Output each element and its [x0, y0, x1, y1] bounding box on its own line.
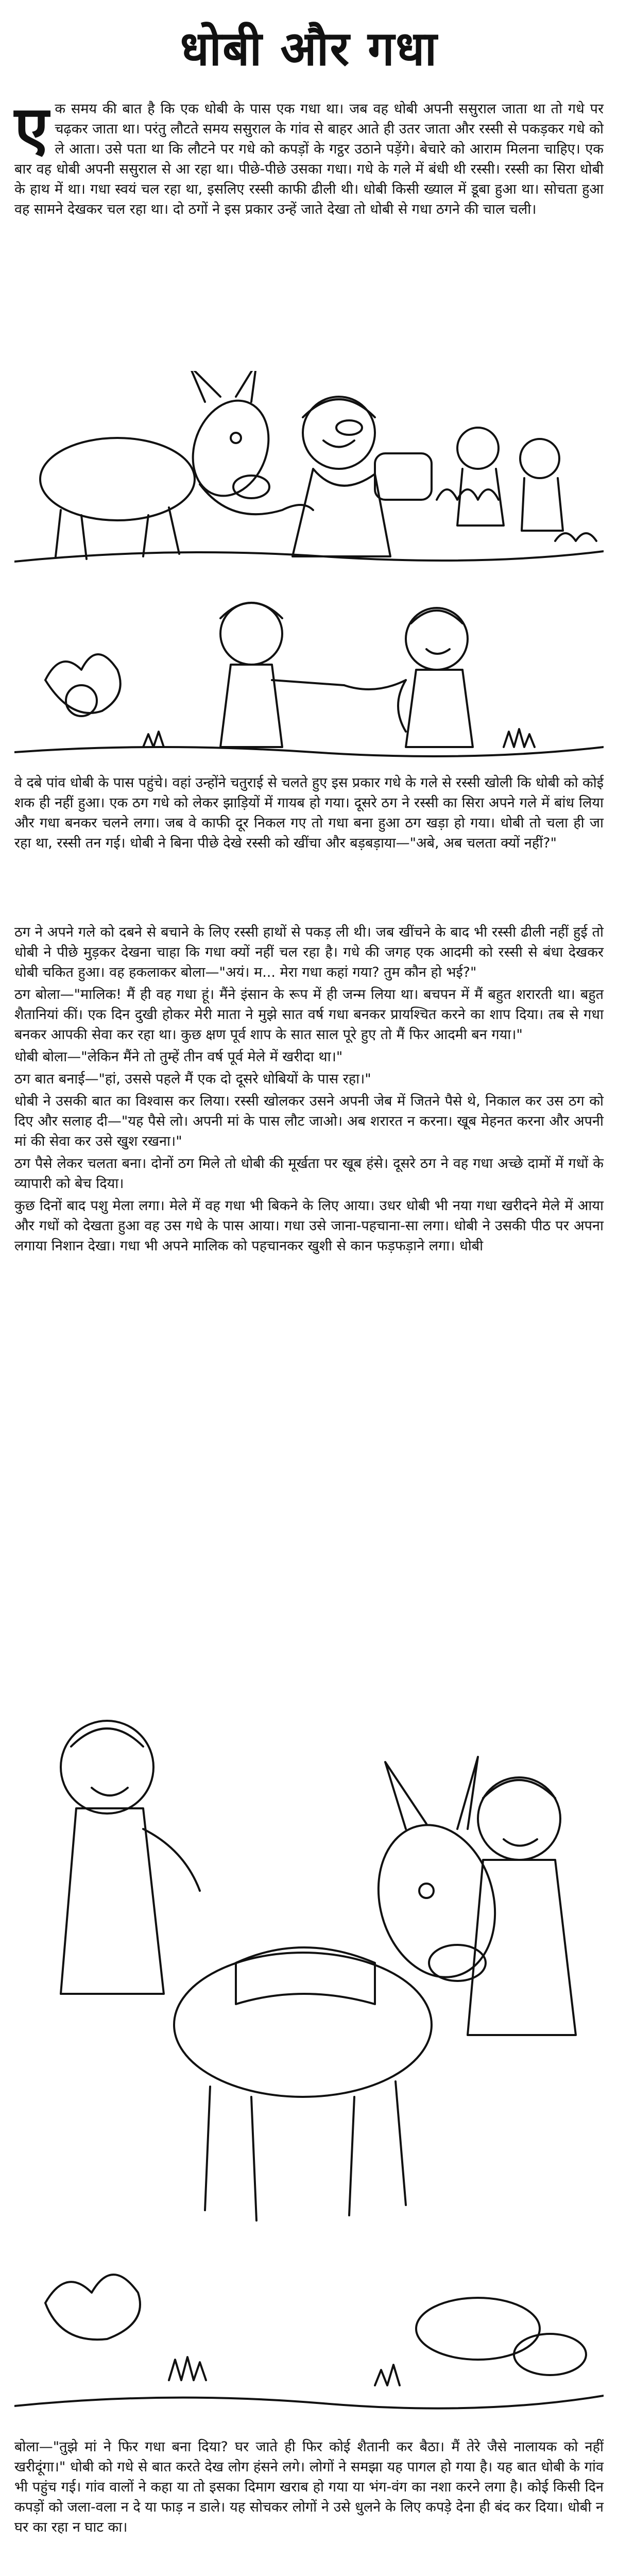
paragraph-3-line: ठग बात बनाई—"हां, उससे पहले मैं एक दो दूसरे धोबियों के पास रहा।": [14, 1071, 371, 1087]
paragraph-3-line: ठग ने अपने गले को दबने से बचाने के लिए रस्सी हाथों से पकड़ ली थी। जब खींचने के बाद भी रस्सी ढीली नहीं हुई तो धोबी ने पीछे मुड़कर देखना चाहा कि गधा क्यों नहीं चल रहा है। गधे की जगह एक आदमी को रस्सी से बंधा देखकर धोबी चकित हुआ। वह हकलाकर बोला—"अयं। म... मेरा गधा कहां गया? तुम कौन हो भई?": [14, 924, 604, 980]
illustration-thief-tied-rope: [14, 577, 604, 762]
thief-rope-drawing: [14, 577, 604, 762]
paragraph-1: [14, 92, 604, 361]
illustration-fair-donkey: [14, 1633, 604, 2427]
illustration-washerman-with-donkey: [14, 371, 604, 567]
paragraph-1-text: क समय की बात है कि एक धोबी के पास एक गधा था। जब वह धोबी अपनी ससुराल जाता था तो गधे पर चढ़कर जाता था। परंतु लौटते समय ससुराल के गांव से बाहर आते ही उतर जाता और रस्सी से पकड़कर गधे को ले आता। उसे पता था कि लौटने पर गधे को कपड़ों के गट्ठर उठाने पड़ेंगे। बेचारे को आराम मिलना चाहिए। एक बार वह धोबी अपनी ससुराल से आ रहा था। पीछे-पीछे उसका गधा। गधे के गले में बंधी थी रस्सी। रस्सी का सिरा धोबी के हाथ में था। गधा स्वयं चल रहा था, इसलिए रस्सी काफी ढीली थी। धोबी किसी ख्याल में डूबा हुआ था। सोचता हुआ वह सामने देखकर चल रहा था। दो ठगों ने इस प्रकार उन्हें जाते देखा तो धोबी से गधा ठगने की चाल चली।: [14, 101, 604, 217]
paragraph-3: [14, 922, 604, 1618]
story-page: [14, 0, 604, 2576]
story-title: धोबी और गधा: [180, 21, 438, 76]
paragraph-3-line: धोबी ने उसकी बात का विश्वास कर लिया। रस्सी खोलकर उसने अपनी जेब में जितने पैसे थे, निकाल कर उस ठग को दिए और सलाह दी—"यह पैसे लो। अपनी मां के पास लौट जाओ। अब शरारत न करना। खूब मेहनत करना और अपनी मां की सेवा कर उसे खुश रखना।": [14, 1093, 604, 1149]
drop-cap-letter: ए: [14, 92, 49, 165]
paragraph-3-line: ठग बोला—"मालिक! मैं ही वह गधा हूं। मैंने इंसान के रूप में ही जन्म लिया था। बचपन में मैं बहुत शरारती था। बहुत शैतानियां कीं। एक दिन दुखी होकर मेरी माता ने मुझे सात वर्ष गधा बनकर प्रायश्चित करने का शाप दिया। तब से गधा बनकर आपकी सेवा कर रहा था। कुछ क्षण पूर्व शाप के सात साल पूरे हुए तो मैं फिर आदमी बन गया।": [14, 987, 604, 1043]
paragraph-2: वे दबे पांव धोबी के पास पहुंचे। वहां उन्होंने चतुराई से चलते हुए इस प्रकार गधे के गले से रस्सी खोली कि धोबी को कोई शक ही नहीं हुआ। एक ठग गधे को लेकर झाड़ियों में गायब हो गया। दूसरे ठग ने रस्सी का सिरा अपने गले में बांध लिया और गधा बनकर चलने लगा। जब वे काफी दूर निकल गए तो गधा बना हुआ ठग खड़ा हो गया। धोबी तो चला ही जा रहा था, रस्सी तन गई। धोबी ने बिना पीछे देखे रस्सी को खींचा और बड़बड़ाया—"अबे, अब चलता क्यों नहीं?": [14, 775, 604, 851]
paragraph-3-line: कुछ दिनों बाद पशु मेला लगा। मेले में वह गधा भी बिकने के लिए आया। उधर धोबी भी नया गधा खरीदने मेले में आया और गधों को देखता हुआ वह उस गधे के पास आया। गधा उसे जाना-पहचाना-सा लगा। धोबी ने उसकी पीठ पर अपना लगाया निशान देखा। गधा भी अपने मालिक को पहचानकर खुशी से कान फड़फड़ाने लगा। धोबी: [14, 1198, 604, 1254]
paragraph-4: बोला—"तुझे मां ने फिर गधा बना दिया? घर जाते ही फिर कोई शैतानी कर बैठा। मैं तेरे जैसे नालायक को नहीं खरीदूंगा।" धोबी को गधे से बात करते देख लोग हंसने लगे। लोगों ने समझा यह पागल हो गया है। यह बात धोबी के गांव भी पहुंच गई। गांव वालों ने कहा या तो इसका दिमाग खराब हो गया या भंग-वंग का नशा करने लगा है। कोई किसी दिन कपड़ों को जला-वला न दे या फाड़ न डाले। यह सोचकर लोगों ने उसे धुलने के लिए कपड़े देना ही बंद कर दिया। धोबी न घर का रहा न घाट का।: [14, 2439, 604, 2535]
washerman-donkey-drawing: [14, 371, 604, 567]
paragraph-3-line: धोबी बोला—"लेकिन मैंने तो तुम्हें तीन वर्ष पूर्व मेले में खरीदा था।": [14, 1049, 343, 1065]
fair-donkey-drawing: [14, 1633, 604, 2427]
paragraph-3-line: ठग पैसे लेकर चलता बना। दोनों ठग मिले तो धोबी की मूर्खता पर खूब हंसे। दूसरे ठग ने वह गधा अच्छे दामों में गधों के व्यापारी को बेच दिया।: [14, 1156, 604, 1192]
